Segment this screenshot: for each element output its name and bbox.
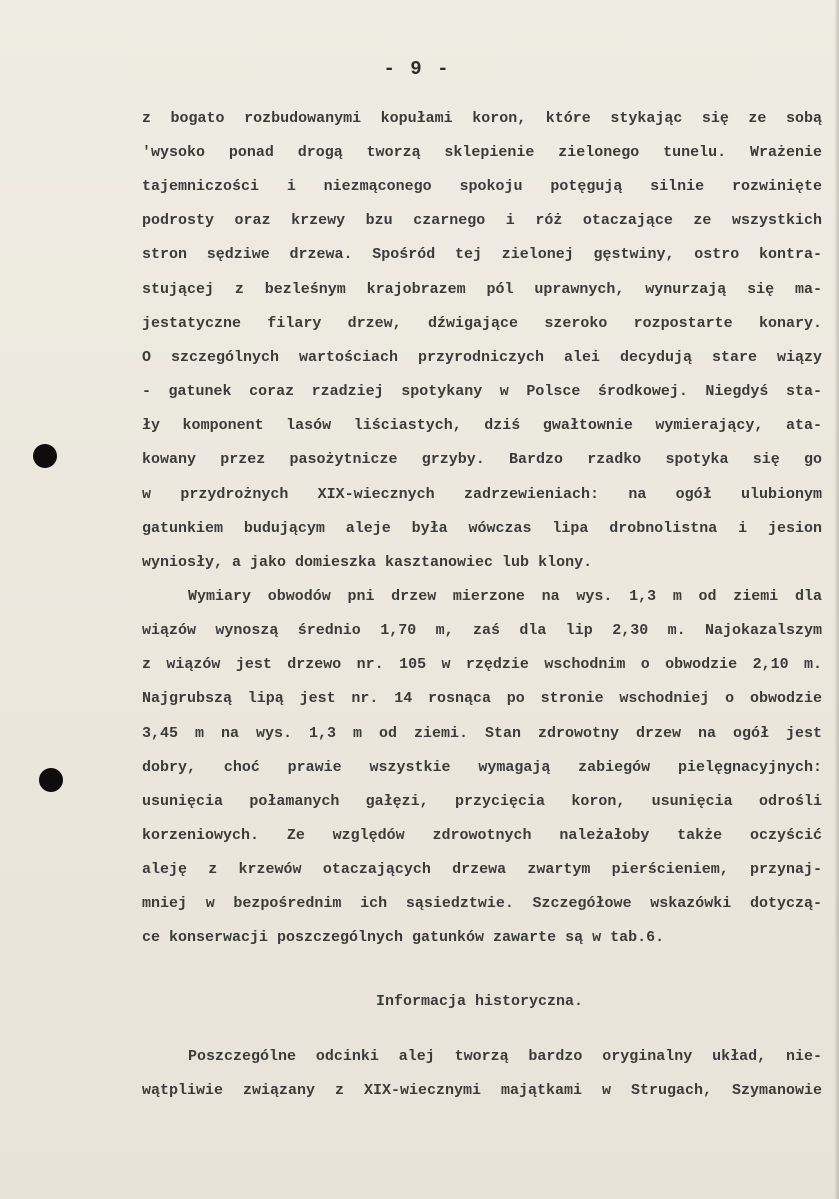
text-line: w przydrożnych XIX-wiecznych zadrzewieniach: na ogół ulubionym [142, 486, 822, 503]
text-line: tajemniczości i niezmąconego spokoju potęgują silnie rozwinięte [142, 178, 822, 195]
text-line: O szczególnych wartościach przyrodniczych alei decydują stare wiązy [142, 349, 822, 366]
punch-hole-lower [39, 768, 63, 792]
text-line: - gatunek coraz rzadziej spotykany w Polsce środkowej. Niegdyś sta- [142, 383, 822, 400]
text-line: 3,45 m na wys. 1,3 m od ziemi. Stan zdrowotny drzew na ogół jest [142, 725, 822, 742]
text-line: Wymiary obwodów pni drzew mierzone na wys. 1,3 m od ziemi dla [188, 588, 822, 605]
text-line: ły komponent lasów liściastych, dziś gwałtownie wymierający, ata- [142, 417, 822, 434]
page-edge-shadow [834, 0, 839, 1199]
punch-hole-upper [33, 444, 57, 468]
text-line: wątpliwie związany z XIX-wiecznymi majątkami w Strugach, Szymanowie [142, 1082, 822, 1099]
text-line: kowany przez pasożytnicze grzyby. Bardzo rzadko spotyka się go [142, 451, 822, 468]
text-line: stron sędziwe drzewa. Spośród tej zielonej gęstwiny, ostro kontra- [142, 246, 822, 263]
text-line: aleję z krzewów otaczających drzewa zwartym pierścieniem, przynaj- [142, 861, 822, 878]
text-line: gatunkiem budującym aleje była wówczas lipa drobnolistna i jesion [142, 520, 822, 537]
text-line: z wiązów jest drzewo nr. 105 w rzędzie wschodnim o obwodzie 2,10 m. [142, 656, 822, 673]
text-line: ce konserwacji poszczególnych gatunków zawarte są w tab.6. [142, 929, 665, 946]
section-heading: Informacja historyczna. [376, 993, 584, 1010]
page-number: - 9 - [383, 58, 451, 80]
text-line: wyniosły, a jako domieszka kasztanowiec lub klony. [142, 554, 593, 571]
text-line: z bogato rozbudowanymi kopułami koron, które stykając się ze sobą [142, 110, 822, 127]
text-line: wiązów wynoszą średnio 1,70 m, zaś dla lip 2,30 m. Najokazalszym [142, 622, 822, 639]
text-line: podrosty oraz krzewy bzu czarnego i róż otaczające ze wszystkich [142, 212, 822, 229]
text-line: jestatyczne filary drzew, dźwigające szeroko rozpostarte konary. [142, 315, 822, 332]
text-line: Poszczególne odcinki alej tworzą bardzo oryginalny układ, nie- [188, 1048, 822, 1065]
text-line: korzeniowych. Ze względów zdrowotnych należałoby także oczyścić [142, 827, 822, 844]
text-line: dobry, choć prawie wszystkie wymagają zabiegów pielęgnacyjnych: [142, 759, 822, 776]
text-line: stującej z bezleśnym krajobrazem pól uprawnych, wynurzają się ma- [142, 281, 822, 298]
text-line: usunięcia połamanych gałęzi, przycięcia koron, usunięcia odrośli [142, 793, 822, 810]
text-line: 'wysoko ponad drogą tworzą sklepienie zielonego tunelu. Wrażenie [142, 144, 822, 161]
text-line: mniej w bezpośrednim ich sąsiedztwie. Szczegółowe wskazówki dotyczą- [142, 895, 822, 912]
text-line: Najgrubszą lipą jest nr. 14 rosnąca po stronie wschodniej o obwodzie [142, 690, 822, 707]
